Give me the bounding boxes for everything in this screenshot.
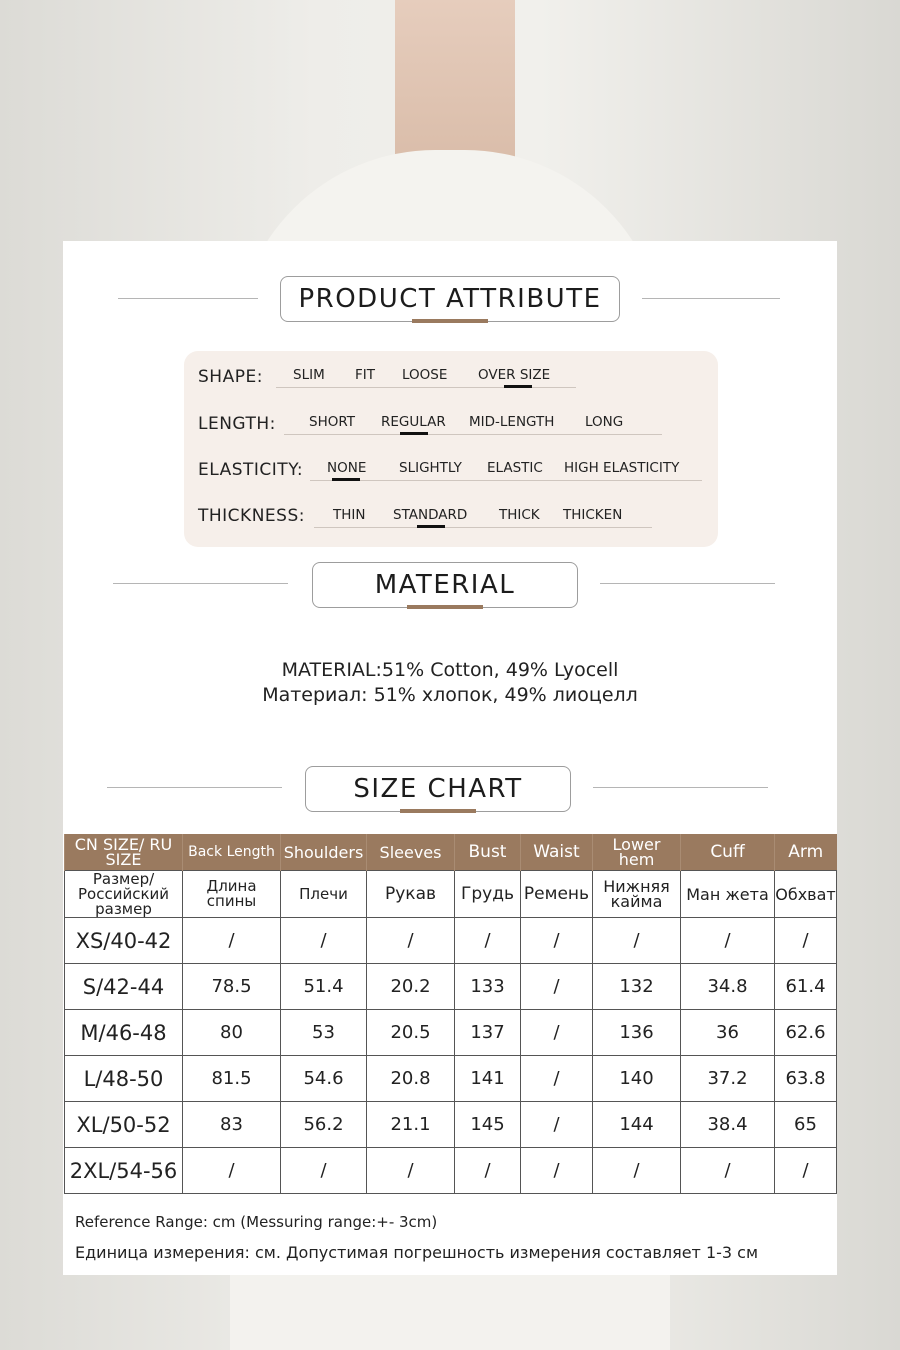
attr-row-length [198,411,276,437]
table-cell: 141 [455,1056,521,1102]
table-cell: / [593,1148,681,1194]
table-cell: / [281,918,367,964]
col-header: Back Length [183,834,281,871]
divider-line [107,787,282,788]
attr-option: SLIGHTLY [399,460,462,476]
attr-option: FIT [355,367,375,383]
material-en [0,659,900,681]
col-header-ru: Нижняя кайма [593,871,681,918]
product-attribute-heading [280,276,620,322]
col-header: Lower hem [593,834,681,871]
size-chart-table [64,834,837,1194]
table-cell: 136 [593,1010,681,1056]
reference-range-note-ru: Единица измерения: см. Допустимая погрешность измерения составляет 1-3 см [75,1243,759,1262]
table-header-ru-row [65,871,837,918]
table-cell: 140 [593,1056,681,1102]
table-cell: 83 [183,1102,281,1148]
table-cell: 54.6 [281,1056,367,1102]
white-garment-hem [230,1270,670,1350]
table-cell: 36 [681,1010,775,1056]
col-header: Bust [455,834,521,871]
table-cell: / [521,1102,593,1148]
size-chart-heading [305,766,571,812]
material-en-value: 51% Cotton, 49% Lyocell [381,659,619,681]
table-cell: 65 [775,1102,837,1148]
selected-marker [504,385,532,388]
table-cell: / [367,918,455,964]
material-ru-value: 51% хлопок, 49% лиоцелл [373,684,638,706]
table-cell: 81.5 [183,1056,281,1102]
size-cell: XS/40-42 [65,918,183,964]
attr-option: LONG [585,414,624,430]
table-row [65,1102,837,1148]
table-cell: 61.4 [775,964,837,1010]
table-row [65,1148,837,1194]
table-cell: / [367,1148,455,1194]
col-header-ru: Рукав [367,871,455,918]
table-cell: 53 [281,1010,367,1056]
table-cell: 21.1 [367,1102,455,1148]
table-cell: 132 [593,964,681,1010]
attr-option-selected: NONE [327,460,367,476]
col-header-ru: Грудь [455,871,521,918]
table-row [65,1056,837,1102]
heading-accent-bar [407,605,483,609]
table-header-row [65,834,837,871]
table-cell: 63.8 [775,1056,837,1102]
table-cell: / [681,1148,775,1194]
table-cell: / [455,918,521,964]
col-header: Waist [521,834,593,871]
table-cell: 20.2 [367,964,455,1010]
col-header-ru: Ремень [521,871,593,918]
attr-option: THICK [499,507,540,523]
attr-label: LENGTH: [198,414,276,434]
table-cell: / [521,1010,593,1056]
size-cell: M/46-48 [65,1010,183,1056]
table-cell: 20.5 [367,1010,455,1056]
size-cell: L/48-50 [65,1056,183,1102]
table-cell: 34.8 [681,964,775,1010]
material-heading [312,562,578,608]
table-cell: 62.6 [775,1010,837,1056]
table-cell: / [775,918,837,964]
material-en-label: MATERIAL: [281,659,382,681]
attr-option: THIN [333,507,366,523]
attr-option: HIGH ELASTICITY [564,460,680,476]
material-ru-label: Материал: [262,684,368,706]
table-cell: 80 [183,1010,281,1056]
attr-row-shape [198,364,263,390]
attr-option: SHORT [309,414,355,430]
attr-option: MID-LENGTH [469,414,555,430]
table-row [65,1010,837,1056]
product-attribute-title: PRODUCT ATTRIBUTE [298,284,602,314]
selected-marker [332,478,360,481]
selected-marker [400,432,428,435]
heading-accent-bar [412,319,488,323]
col-header-ru: Плечи [281,871,367,918]
attr-option: ELASTIC [487,460,543,476]
attr-row-elasticity [198,457,303,483]
col-header: Shoulders [281,834,367,871]
attribute-box [184,351,718,547]
attr-rule [310,480,702,481]
table-cell: 137 [455,1010,521,1056]
table-cell: 51.4 [281,964,367,1010]
table-cell: / [681,918,775,964]
table-cell: / [183,1148,281,1194]
table-cell: 133 [455,964,521,1010]
table-cell: 38.4 [681,1102,775,1148]
divider-line [600,583,775,584]
table-cell: / [183,918,281,964]
table-row [65,918,837,964]
divider-line [118,298,258,299]
table-cell: / [521,964,593,1010]
attr-option-selected: REGULAR [381,414,446,430]
attr-row-thickness [198,503,305,529]
table-cell: 144 [593,1102,681,1148]
material-title: MATERIAL [374,570,516,600]
table-cell: / [455,1148,521,1194]
table-row [65,964,837,1010]
table-cell: / [521,918,593,964]
reference-range-note: Reference Range: cm (Messuring range:+- 3cm) [75,1213,438,1231]
col-header-ru: Ман жета [681,871,775,918]
divider-line [113,583,288,584]
heading-accent-bar [400,809,476,813]
col-header: Sleeves [367,834,455,871]
attr-rule [314,527,652,528]
table-cell: 145 [455,1102,521,1148]
table-cell: / [775,1148,837,1194]
size-chart-title: SIZE CHART [353,774,523,804]
table-cell: 37.2 [681,1056,775,1102]
table-cell: / [521,1056,593,1102]
material-ru [0,684,900,706]
size-cell: XL/50-52 [65,1102,183,1148]
table-cell: / [521,1148,593,1194]
col-header-ru: Обхват [775,871,837,918]
attr-option-selected: STANDARD [393,507,468,523]
table-cell: 56.2 [281,1102,367,1148]
col-header: CN SIZE/ RU SIZE [65,834,183,871]
table-cell: / [593,918,681,964]
col-header: Cuff [681,834,775,871]
divider-line [642,298,780,299]
selected-marker [417,525,445,528]
col-header: Arm [775,834,837,871]
attr-label: SHAPE: [198,367,263,387]
table-cell: 20.8 [367,1056,455,1102]
size-cell: 2XL/54-56 [65,1148,183,1194]
attr-option: LOOSE [402,367,448,383]
table-cell: 78.5 [183,964,281,1010]
table-cell: / [281,1148,367,1194]
attr-option: THICKEN [563,507,623,523]
attr-label: ELASTICITY: [198,460,304,480]
divider-line [593,787,768,788]
col-header-ru: Размер/ Российский размер [65,871,183,918]
col-header-ru: Длина спины [183,871,281,918]
attr-option-selected: OVER SIZE [478,367,551,383]
attr-label: THICKNESS: [198,506,305,526]
attr-rule [284,434,662,435]
size-cell: S/42-44 [65,964,183,1010]
attr-option: SLIM [293,367,325,383]
